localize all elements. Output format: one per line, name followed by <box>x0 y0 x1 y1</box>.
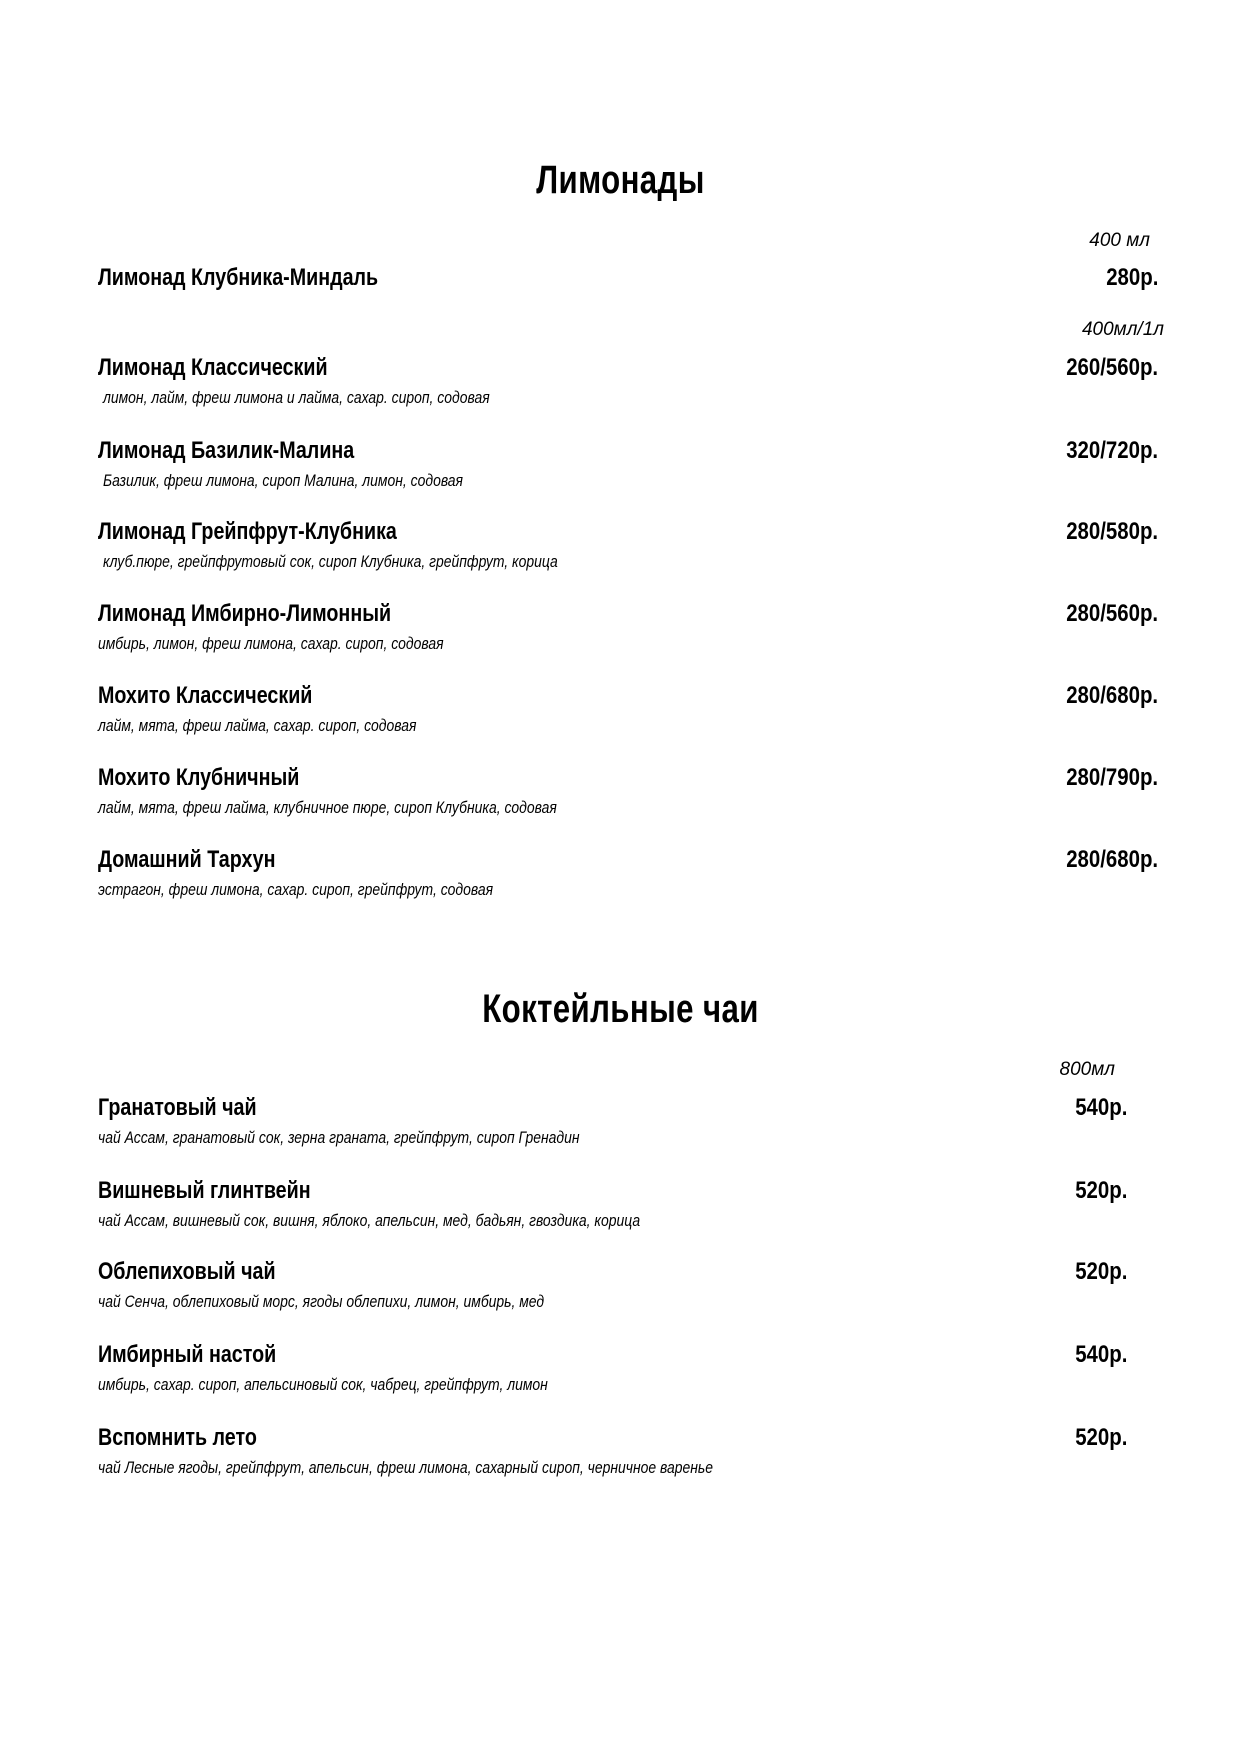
section-title-teas: Коктейльные чаи <box>482 987 759 1031</box>
item-name: Облепиховый чай <box>98 1258 276 1285</box>
item-name: Лимонад Клубника-Миндаль <box>98 264 379 291</box>
item-price: 520р. <box>1074 1258 1127 1285</box>
item-price: 540р. <box>1074 1341 1127 1368</box>
item-price: 260/560р. <box>1066 354 1158 381</box>
item-description: эстрагон, фреш лимона, сахар. сироп, грейпфрут, содовая <box>98 880 494 899</box>
item-price: 280/680р. <box>1066 846 1158 873</box>
item-price: 520р. <box>1074 1424 1127 1451</box>
item-name: Лимонад Грейпфрут-Клубника <box>98 518 397 545</box>
item-description: Базилик, фреш лимона, сироп Малина, лимон, содовая <box>103 471 464 490</box>
item-name: Вспомнить лето <box>98 1424 257 1451</box>
item-description: лимон, лайм, фреш лимона и лайма, сахар. сироп, содовая <box>103 388 490 407</box>
item-description: чай Сенча, облепиховый морс, ягоды облепихи, лимон, имбирь, мед <box>98 1292 545 1311</box>
item-name: Имбирный настой <box>98 1341 277 1368</box>
item-price: 280/560р. <box>1066 600 1158 627</box>
item-price: 280/580р. <box>1066 518 1158 545</box>
item-name: Лимонад Имбирно-Лимонный <box>98 600 392 627</box>
section-title-lemonades: Лимонады <box>536 158 705 202</box>
item-description: чай Ассам, вишневый сок, вишня, яблоко, апельсин, мед, бадьян, гвоздика, корица <box>98 1211 641 1230</box>
item-name: Мохито Клубничный <box>98 764 300 791</box>
item-price: 520р. <box>1074 1177 1127 1204</box>
item-description: чай Ассам, гранатовый сок, зерна граната, грейпфрут, сироп Гренадин <box>98 1128 580 1147</box>
item-price: 280/680р. <box>1066 682 1158 709</box>
item-name: Мохито Классический <box>98 682 313 709</box>
item-price: 320/720р. <box>1066 437 1158 464</box>
item-description: имбирь, сахар. сироп, апельсиновый сок, чабрец, грейпфрут, лимон <box>98 1375 548 1394</box>
item-description: чай Лесные ягоды, грейпфрут, апельсин, фреш лимона, сахарный сироп, черничное варенье <box>98 1458 714 1477</box>
item-name: Лимонад Базилик-Малина <box>98 437 355 464</box>
item-price: 280/790р. <box>1066 764 1158 791</box>
item-price: 280р. <box>1105 264 1158 291</box>
item-description: лайм, мята, фреш лайма, сахар. сироп, содовая <box>98 716 417 735</box>
item-name: Гранатовый чай <box>98 1094 257 1121</box>
volume-label-single: 400 мл <box>1089 230 1150 251</box>
item-price: 540р. <box>1074 1094 1127 1121</box>
volume-label-double: 400мл/1л <box>1081 319 1164 340</box>
item-name: Домашний Тархун <box>98 846 276 873</box>
item-description: клуб.пюре, грейпфрутовый сок, сироп Клубника, грейпфрут, корица <box>103 552 558 571</box>
item-description: лайм, мята, фреш лайма, клубничное пюре, сироп Клубника, содовая <box>98 798 557 817</box>
item-description: имбирь, лимон, фреш лимона, сахар. сироп, содовая <box>98 634 444 653</box>
item-name: Лимонад Классический <box>98 354 328 381</box>
item-name: Вишневый глинтвейн <box>98 1177 311 1204</box>
volume-label-teas: 800мл <box>1059 1059 1115 1080</box>
